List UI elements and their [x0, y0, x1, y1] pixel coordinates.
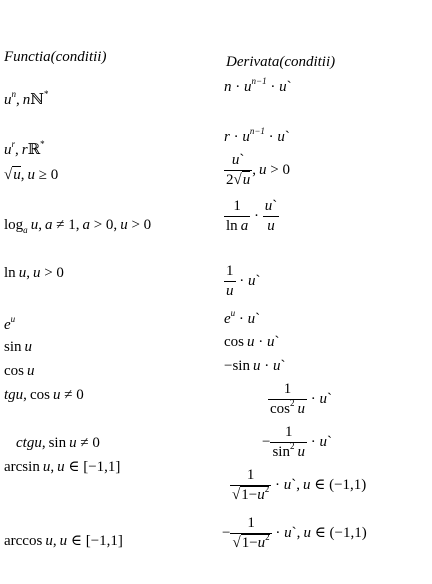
function-sin: sin u — [4, 339, 33, 355]
function-ln: ln u, u > 0 — [4, 265, 64, 281]
function-arccos: arccos u, u ∈ [−1,1] — [4, 533, 123, 549]
derivative-exp: $e^u$ · u` — [224, 308, 261, 327]
derivative-log: $\frac{1}{\text{ln a}}$ · $\frac{u`}{u}$ — [226, 198, 278, 234]
log-uprime-over-u: $\frac{u`}{u}$ — [264, 198, 278, 234]
function-column-header: Functia(conditii) — [4, 49, 107, 65]
function-power-r: $u^r$, rℝ* — [4, 139, 45, 158]
derivative-arccos: − $\frac{1}{√1-u^2}$ · u`, u ∈ (−1,1) — [222, 515, 367, 551]
derivative-ln: $\frac{1}{u}$ · u` — [226, 263, 261, 299]
derivative-power-n: $n \cdot u^{n-1}$ · u` — [224, 76, 292, 95]
derivative-cos: −sin u · u` — [224, 358, 286, 374]
tg-fraction: $\frac{1}{\cos^2 u}$ — [270, 381, 306, 417]
sqrt-derivative-fraction: $\frac{u`}{2√u}$ — [226, 152, 251, 188]
function-log: $\log_a u$, a ≠ 1, a > 0, u > 0 — [4, 217, 152, 235]
function-power-n: $u^n$, nℕ* — [4, 89, 49, 108]
function-sqrt: √u, u ≥ 0 — [4, 167, 59, 183]
arccos-fraction: $\frac{1}{√1-u^2}$ — [232, 515, 270, 551]
derivative-power-r: $r \cdot u^{n-1}$ · u` — [224, 126, 290, 145]
function-cos: cos u — [4, 363, 35, 379]
function-ctg: ctgu, sin u ≠ 0 — [16, 435, 100, 451]
derivative-ctg: − $\frac{1}{\sin^2 u}$ · u` — [262, 424, 332, 460]
arcsin-fraction: $\frac{1}{√1-u^2}$ — [232, 467, 270, 503]
function-tg: tgu, cos u ≠ 0 — [4, 387, 84, 403]
derivative-arcsin: $\frac{1}{√1-u^2}$ · u`, u ∈ (−1,1) — [232, 467, 367, 503]
derivative-sqrt: $\frac{u`}{2√u}$ , u > 0 — [226, 152, 290, 188]
derivative-column-header: Derivata(conditii) — [226, 54, 336, 70]
function-arcsin: arcsin u, u ∈ [−1,1] — [4, 459, 121, 475]
ctg-fraction: $\frac{1}{\sin^2 u}$ — [272, 424, 305, 460]
function-exp: $e^u$ — [4, 314, 16, 333]
ln-one-over-u: $\frac{1}{u}$ — [226, 263, 234, 299]
log-one-over-ln-a: $\frac{1}{\text{ln a}}$ — [226, 198, 249, 234]
derivative-tg: $\frac{1}{\cos^2 u}$ · u` — [270, 381, 333, 417]
derivative-sin: cos u · u` — [224, 334, 280, 350]
